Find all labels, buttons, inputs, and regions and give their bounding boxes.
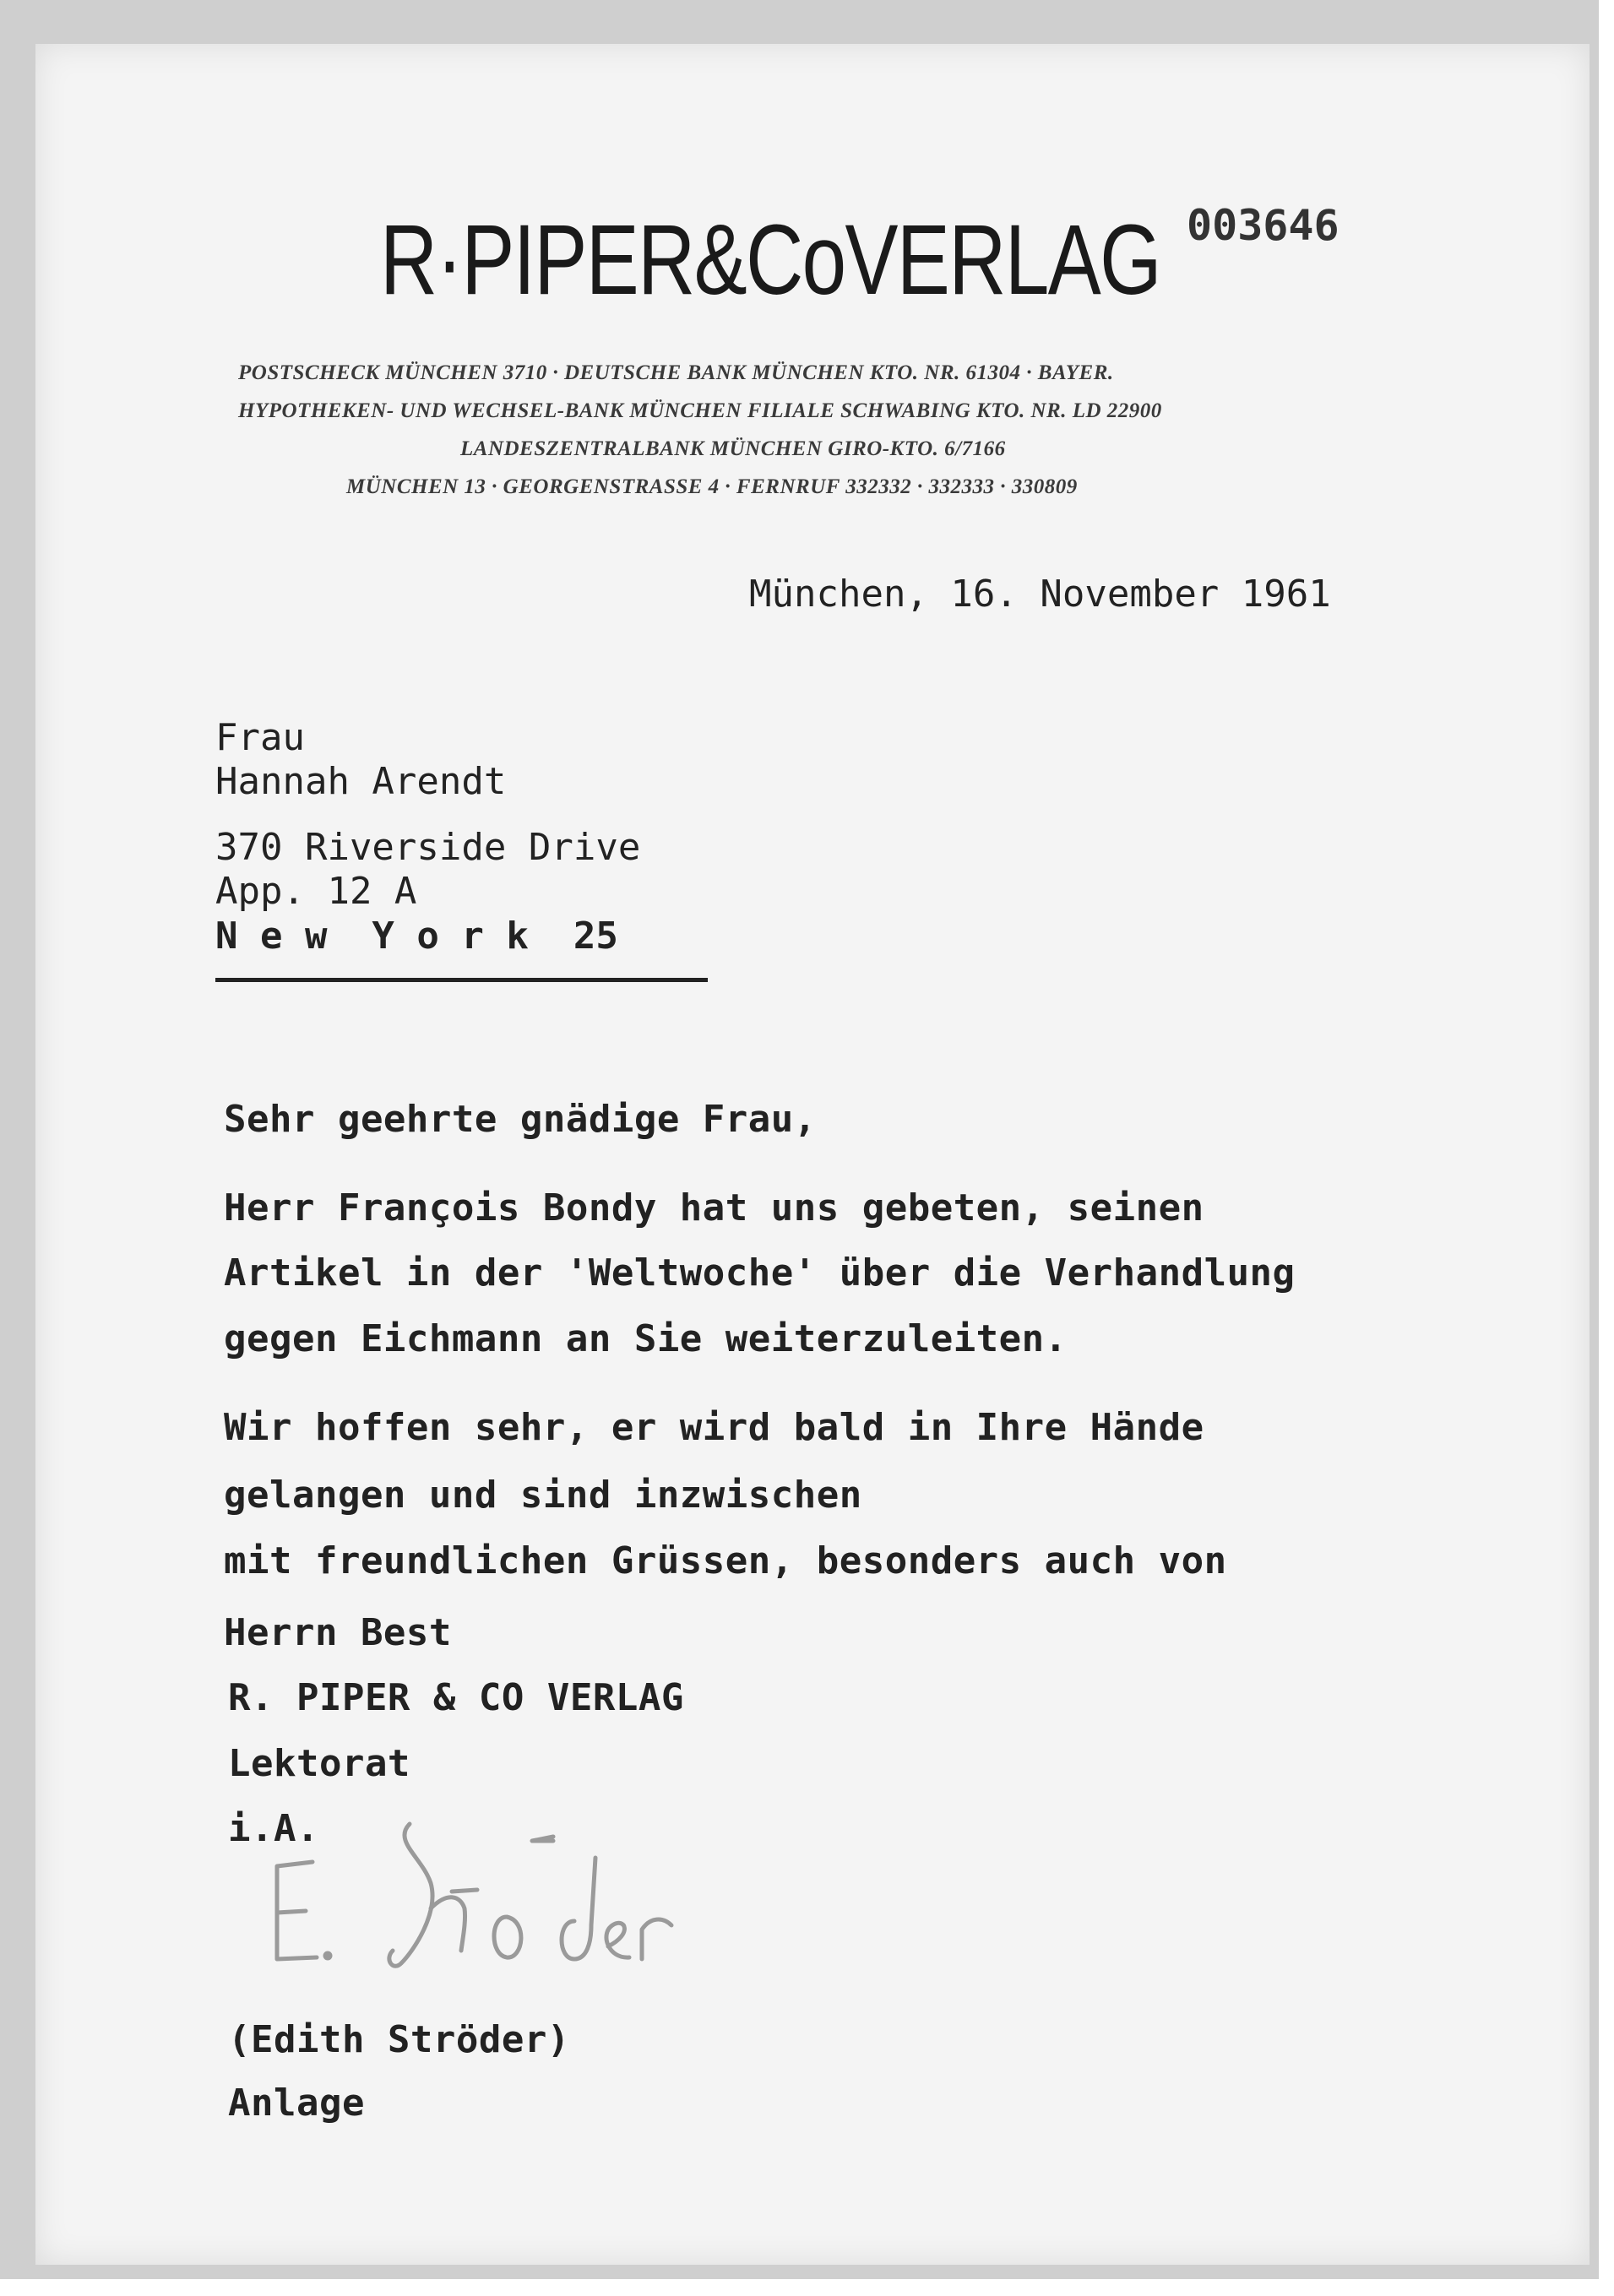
company-logo: R·PIPER&CoVERLAG [380,204,1160,316]
closing-department: Lektorat [228,1742,410,1785]
paragraph2-line-3: mit freundlichen Grüssen, besonders auch von [224,1539,1227,1582]
letter-date: München, 16. November 1961 [749,573,1331,616]
paragraph1-line-1: Herr François Bondy hat uns gebeten, seinen [224,1186,1204,1229]
paragraph1-line-2: Artikel in der 'Weltwoche' über die Verhandlung [224,1251,1296,1295]
letterhead-info-line-2: HYPOTHEKEN- UND WECHSEL-BANK MÜNCHEN FILIALE SCHWABING KTO. NR. LD 22900 [238,399,1162,422]
paragraph2-line-4: Herrn Best [224,1611,452,1654]
paragraph1-line-3: gegen Eichmann an Sie weiterzuleiten. [224,1317,1068,1360]
recipient-title: Frau [215,716,305,759]
letterhead-info-line-4: MÜNCHEN 13 · GEORGENSTRASSE 4 · FERNRUF 332332 · 332333 · 330809 [346,475,1078,498]
archive-number-stamp: 003646 [1187,201,1340,250]
letterhead-info-line-3: LANDESZENTRALBANK MÜNCHEN GIRO-KTO. 6/7166 [460,437,1006,460]
closing-proxy: i.A. [228,1807,319,1850]
recipient-apartment: App. 12 A [215,870,417,913]
paragraph2-line-1: Wir hoffen sehr, er wird bald in Ihre Hände [224,1406,1204,1449]
handwritten-signature [253,1790,845,1993]
address-underline [215,978,708,982]
recipient-name: Hannah Arendt [215,760,507,803]
letterhead-info-line-1: POSTSCHECK MÜNCHEN 3710 · DEUTSCHE BANK MÜNCHEN KTO. NR. 61304 · BAYER. [238,361,1114,384]
recipient-city: N e w Y o r k 25 [215,915,618,958]
recipient-street: 370 Riverside Drive [215,826,641,869]
signer-name: (Edith Ströder) [228,2018,570,2061]
scan-border-right [1599,0,1614,2296]
enclosure-note: Anlage [228,2082,365,2125]
closing-company: R. PIPER & CO VERLAG [228,1676,684,1719]
greeting: Sehr geehrte gnädige Frau, [224,1098,817,1141]
scan-border-bottom [0,2279,1614,2296]
paragraph2-line-2: gelangen und sind inzwischen [224,1474,862,1517]
